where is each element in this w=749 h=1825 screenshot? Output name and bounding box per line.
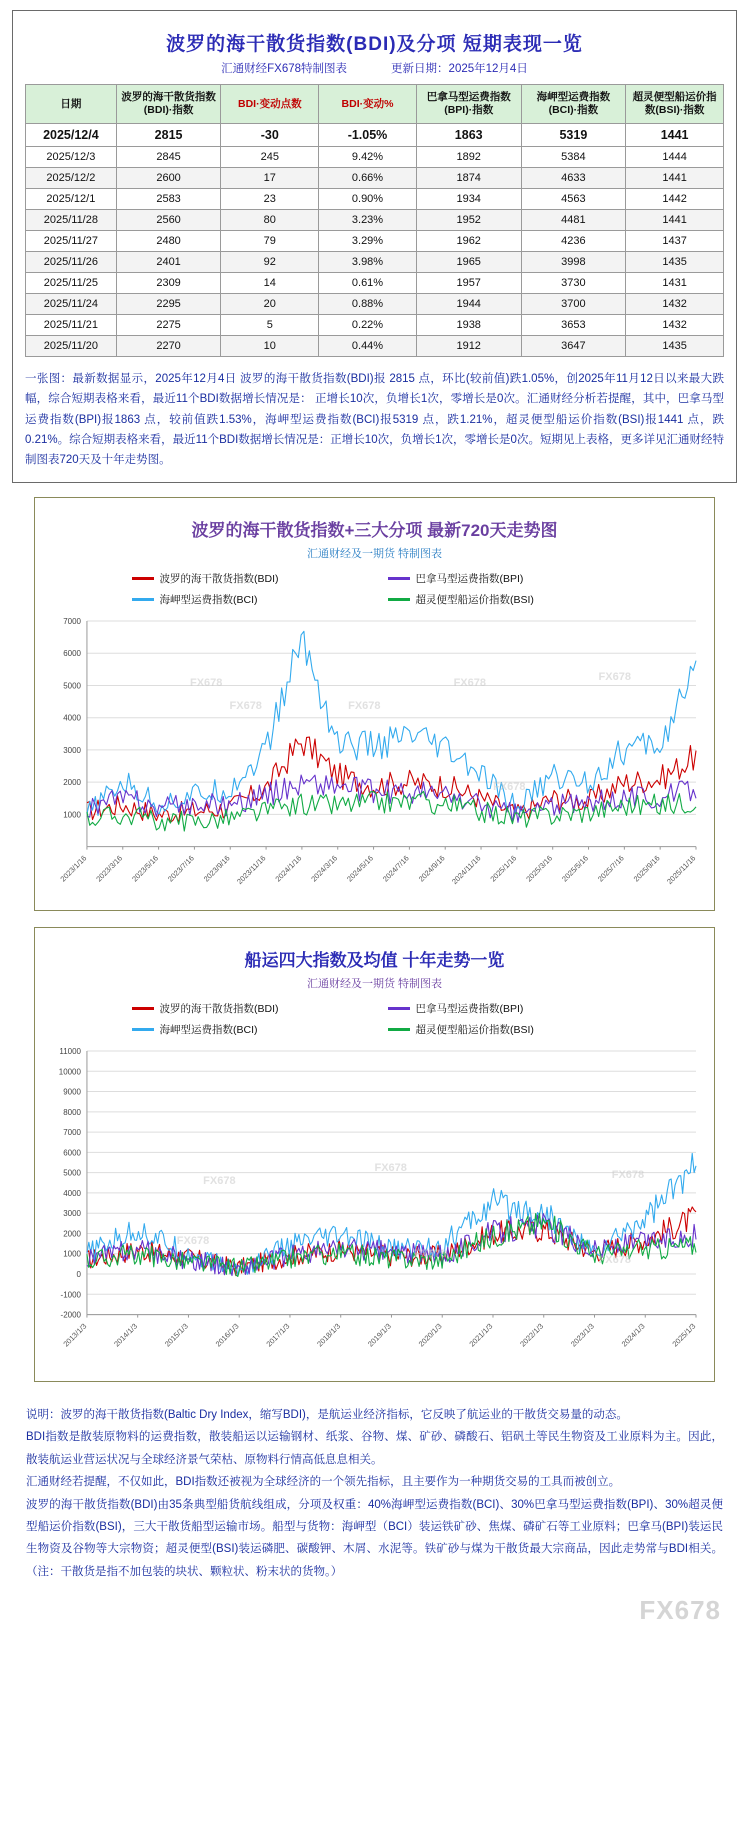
cell-bpi: 1965 <box>416 252 521 273</box>
legend-item-bsi <box>388 1022 618 1037</box>
svg-text:2014/1/3: 2014/1/3 <box>112 1322 140 1349</box>
cell-date: 2025/11/25 <box>26 273 117 294</box>
table-row <box>26 168 724 189</box>
cell-bci: 5384 <box>521 147 626 168</box>
table-row <box>26 147 724 168</box>
cell-date: 2025/11/20 <box>26 336 117 357</box>
cell-bpi: 1944 <box>416 294 521 315</box>
cell-bdi-change: 17 <box>221 168 319 189</box>
legend-item-bdi <box>132 571 362 586</box>
source-label: 汇通财经FX678特制图表 <box>221 63 348 75</box>
legend-label-bpi: 巴拿马型运费指数(BPI) <box>415 1003 524 1016</box>
cell-bpi: 1874 <box>416 168 521 189</box>
legend-item-bpi <box>388 1001 618 1016</box>
cell-bci: 3647 <box>521 336 626 357</box>
svg-text:11000: 11000 <box>59 1047 81 1057</box>
cell-bdi-change: 14 <box>221 273 319 294</box>
cell-bpi: 1938 <box>416 315 521 336</box>
watermark: FX678 <box>493 780 526 793</box>
cell-bsi: 1435 <box>626 336 724 357</box>
watermark: FX678 <box>189 676 223 689</box>
cell-bdi: 2295 <box>116 294 221 315</box>
svg-text:2024/7/16: 2024/7/16 <box>380 853 411 884</box>
svg-text:2025/1/16: 2025/1/16 <box>488 853 519 884</box>
svg-text:10000: 10000 <box>58 1067 81 1077</box>
cell-bdi: 2815 <box>116 124 221 147</box>
cell-bdi-change: -30 <box>221 124 319 147</box>
cell-date: 2025/12/1 <box>26 189 117 210</box>
cell-bsi: 1437 <box>626 231 724 252</box>
table-head <box>26 85 724 124</box>
bdi-table-card <box>12 10 737 483</box>
cell-date: 2025/11/21 <box>26 315 117 336</box>
cell-date: 2025/11/26 <box>26 252 117 273</box>
page-title: 波罗的海干散货指数(BDI)及分项 短期表现一览 <box>166 34 583 55</box>
table-row <box>26 294 724 315</box>
svg-text:2000: 2000 <box>63 778 81 788</box>
cell-bdi-pct: 0.90% <box>319 189 417 210</box>
cell-bci: 3998 <box>521 252 626 273</box>
legend-label-bpi: 巴拿马型运费指数(BPI) <box>415 572 524 585</box>
cell-bsi: 1431 <box>626 273 724 294</box>
svg-text:8000: 8000 <box>63 1108 81 1118</box>
legend-label-bsi: 超灵便型船运价指数(BSI) <box>415 1024 534 1037</box>
svg-text:5000: 5000 <box>63 681 81 691</box>
col-header-bdi-change-points: BDI·变动点数 <box>221 85 319 124</box>
svg-text:2022/1/3: 2022/1/3 <box>518 1322 546 1349</box>
chart2-svg <box>45 1043 704 1373</box>
chart1-title: 波罗的海干散货指数+三大分项 最新720天走势图 <box>191 520 558 540</box>
watermark: FX678 <box>203 1175 236 1188</box>
svg-text:2023/5/16: 2023/5/16 <box>130 853 161 884</box>
cell-bdi-change: 79 <box>221 231 319 252</box>
svg-text:5000: 5000 <box>63 1169 81 1179</box>
chart1-plot-area <box>45 613 704 903</box>
cell-bsi: 1444 <box>626 147 724 168</box>
svg-text:0: 0 <box>76 1270 81 1280</box>
col-header-bdi-label: 波罗的海干散货指数(BDI)·指数 <box>121 91 216 117</box>
svg-text:2023/1/16: 2023/1/16 <box>58 853 89 884</box>
table-row <box>26 336 724 357</box>
cell-bdi-change: 5 <box>221 315 319 336</box>
watermark: FX678 <box>176 1234 210 1247</box>
col-header-bpi: 巴拿马型运费指数(BPI)·指数 <box>416 85 521 124</box>
table-row <box>26 210 724 231</box>
svg-text:2024/1/3: 2024/1/3 <box>619 1322 647 1349</box>
cell-bdi-pct: 3.98% <box>319 252 417 273</box>
cell-bdi: 2600 <box>116 168 221 189</box>
svg-text:2019/1/3: 2019/1/3 <box>365 1322 393 1349</box>
col-header-bsi: 超灵便型船运价指数(BSI)·指数 <box>626 85 724 124</box>
legend-swatch-bdi <box>132 577 154 580</box>
cell-bdi-pct: 0.88% <box>319 294 417 315</box>
cell-bsi: 1441 <box>626 168 724 189</box>
legend-item-bpi <box>388 571 618 586</box>
watermark: FX678 <box>348 699 381 712</box>
cell-bci: 4633 <box>521 168 626 189</box>
svg-text:2018/1/3: 2018/1/3 <box>315 1322 343 1349</box>
cell-bdi: 2560 <box>116 210 221 231</box>
svg-text:2020/1/3: 2020/1/3 <box>416 1322 444 1349</box>
cell-bpi: 1962 <box>416 231 521 252</box>
cell-bci: 4481 <box>521 210 626 231</box>
col-header-bdi-change-pct: BDI·变动% <box>319 85 417 124</box>
svg-text:2025/11/16: 2025/11/16 <box>665 853 698 886</box>
cell-bdi-pct: 3.29% <box>319 231 417 252</box>
cell-bci: 3653 <box>521 315 626 336</box>
legend-label-bci: 海岬型运费指数(BCI) <box>159 593 258 606</box>
cell-bpi: 1863 <box>416 124 521 147</box>
svg-text:-1000: -1000 <box>60 1290 81 1300</box>
cell-date: 2025/11/27 <box>26 231 117 252</box>
cell-bpi: 1912 <box>416 336 521 357</box>
svg-text:2023/7/16: 2023/7/16 <box>165 853 196 884</box>
chart-card-720d <box>34 497 715 912</box>
svg-text:2025/7/16: 2025/7/16 <box>595 853 626 884</box>
legend-label-bci: 海岬型运费指数(BCI) <box>159 1024 258 1037</box>
svg-text:2024/9/16: 2024/9/16 <box>416 853 447 884</box>
table-row <box>26 231 724 252</box>
legend-swatch-bdi <box>132 1007 154 1010</box>
cell-bsi: 1442 <box>626 189 724 210</box>
cell-date: 2025/12/2 <box>26 168 117 189</box>
legend-item-bci <box>132 592 362 607</box>
chart2-subtitle: 汇通财经及一期货 特制图表 <box>306 978 443 991</box>
legend-swatch-bsi <box>388 1028 410 1031</box>
cell-bdi: 2270 <box>116 336 221 357</box>
svg-text:2024/11/16: 2024/11/16 <box>450 853 483 886</box>
svg-text:7000: 7000 <box>63 616 81 626</box>
footer-notes <box>12 1398 737 1593</box>
cell-bdi-change: 10 <box>221 336 319 357</box>
legend-swatch-bpi <box>388 577 410 580</box>
chart-card-10y <box>34 927 715 1382</box>
cell-bdi: 2583 <box>116 189 221 210</box>
svg-text:2023/3/16: 2023/3/16 <box>94 853 125 884</box>
legend-item-bsi <box>388 592 618 607</box>
note-line: 汇通财经若提醒，不仅如此，BDI指数还被视为全球经济的一个领先指标，且主要作为一种期货交易的工具而被创立。 <box>26 1476 621 1489</box>
svg-text:2025/1/3: 2025/1/3 <box>670 1322 698 1349</box>
cell-bdi-change: 80 <box>221 210 319 231</box>
svg-text:2025/5/16: 2025/5/16 <box>560 853 590 884</box>
cell-date: 2025/11/24 <box>26 294 117 315</box>
summary-text: 一张图：最新数据显示，2025年12月4日 波罗的海干散货指数(BDI)报 2815 点，环比(较前值)跌1.05%，创2025年11月12日以来最大跌幅，综合短期表格来看，最近11个BDI数据增长情况是： 正增长10次，负增长1次，零增长是0次。汇通财经分析若提醒，其中，巴拿马型运费指数(BPI)报1863 点，较前值跌1.53%，海岬型运费指数(BCI)报5319 点，跌1.21%，超灵便型船运价指数(BSI)报1441 点，跌0.21%。综合短期表格来看，最近11个BDI数据增长情况是：正增长10次，负增长1次，零增长是0次。短期见上表格，更多详见汇通财经特制图表720天及十年走势图。 <box>25 373 724 466</box>
svg-text:2016/1/3: 2016/1/3 <box>213 1322 241 1349</box>
chart1-subtitle: 汇通财经及一期货 特制图表 <box>306 547 443 560</box>
cell-bpi: 1934 <box>416 189 521 210</box>
cell-date: 2025/11/28 <box>26 210 117 231</box>
chart1-legend <box>45 567 704 613</box>
cell-bdi-pct: 3.23% <box>319 210 417 231</box>
cell-bci: 5319 <box>521 124 626 147</box>
svg-text:1000: 1000 <box>63 810 81 820</box>
cell-bpi: 1892 <box>416 147 521 168</box>
note-line: 说明：波罗的海干散货指数(Baltic Dry Index，缩写BDI)，是航运业经济指标，它反映了航运业的干散货交易量的动态。 <box>26 1408 628 1421</box>
note-line: BDI指数是散装原物料的运费指数，散装船运以运输钢材、纸浆、谷物、煤、矿砂、磷酸石、铝矾土等民生物资及工业原料为主。因此，散装航运业营运状况与全球经济景气荣枯、原物料行情高低息息相关。 <box>26 1431 723 1466</box>
note-line: 波罗的海干散货指数(BDI)由35条典型船货航线组成，分项及权重：40%海岬型运费指数(BCI)、30%巴拿马型运费指数(BPI)、30%超灵便型船运价指数(BSI)，三大干散货船型运输市场。船型与货物：海岬型（BCI）装运铁矿砂、焦煤、磷矿石等工业原料；巴拿马(BPI)装运民生物资及谷物等大宗物资；超灵便型(BSI)装运磷肥、碳酸钾、木屑、水泥等。铁矿砂与煤为干散货最大宗商品，因此走势常与BDI相关。（注：干散货是指不加包装的块状、颗粒状、粉末状的货物。） <box>26 1498 723 1578</box>
svg-text:2023/1/3: 2023/1/3 <box>568 1322 596 1349</box>
cell-bdi-pct: 0.61% <box>319 273 417 294</box>
svg-text:2021/1/3: 2021/1/3 <box>467 1322 495 1349</box>
watermark: FX678 <box>598 1254 631 1267</box>
cell-bci: 4236 <box>521 231 626 252</box>
cell-bdi-change: 20 <box>221 294 319 315</box>
watermark: FX678 <box>611 1168 645 1181</box>
cell-date: 2025/12/3 <box>26 147 117 168</box>
table-row <box>26 124 724 147</box>
svg-text:4000: 4000 <box>63 713 81 723</box>
legend-swatch-bci <box>132 1028 154 1031</box>
svg-text:-2000: -2000 <box>60 1311 81 1321</box>
svg-text:2015/1/3: 2015/1/3 <box>162 1322 190 1349</box>
chart2-legend <box>45 997 704 1043</box>
watermark: FX678 <box>374 1162 407 1175</box>
legend-label-bdi: 波罗的海干散货指数(BDI) <box>159 572 279 585</box>
cell-bdi-pct: 0.22% <box>319 315 417 336</box>
cell-bsi: 1441 <box>626 210 724 231</box>
col-header-bci: 海岬型运费指数(BCI)·指数 <box>521 85 626 124</box>
svg-text:6000: 6000 <box>63 649 81 659</box>
watermark: FX678 <box>453 676 486 689</box>
table-header-row <box>26 85 724 124</box>
chart2-plot-area <box>45 1043 704 1373</box>
svg-text:2024/1/16: 2024/1/16 <box>273 853 304 884</box>
svg-text:2000: 2000 <box>63 1229 81 1239</box>
cell-date: 2025/12/4 <box>26 124 117 147</box>
svg-text:7000: 7000 <box>63 1128 81 1138</box>
cell-bdi: 2845 <box>116 147 221 168</box>
svg-text:2025/3/16: 2025/3/16 <box>524 853 555 884</box>
cell-bci: 3700 <box>521 294 626 315</box>
legend-label-bsi: 超灵便型船运价指数(BSI) <box>415 593 534 606</box>
card-subline <box>25 60 724 84</box>
cell-bsi: 1435 <box>626 252 724 273</box>
cell-bdi-change: 245 <box>221 147 319 168</box>
svg-text:2017/1/3: 2017/1/3 <box>264 1322 292 1349</box>
legend-label-bdi: 波罗的海干散货指数(BDI) <box>159 1003 279 1016</box>
watermark: FX678 <box>414 1247 447 1260</box>
chart2-title: 船运四大指数及均值 十年走势一览 <box>244 951 505 971</box>
watermark: FX678 <box>598 670 631 683</box>
watermark: FX678 <box>229 699 262 712</box>
table-row <box>26 315 724 336</box>
legend-swatch-bsi <box>388 598 410 601</box>
svg-text:2024/3/16: 2024/3/16 <box>309 853 340 884</box>
svg-text:3000: 3000 <box>63 745 81 755</box>
cell-bci: 4563 <box>521 189 626 210</box>
cell-bdi-pct: 0.66% <box>319 168 417 189</box>
col-header-bdi <box>116 85 221 124</box>
legend-swatch-bpi <box>388 1007 410 1010</box>
cell-bpi: 1952 <box>416 210 521 231</box>
chart1-svg <box>45 613 704 903</box>
brand-watermark: FX678 <box>639 1595 721 1626</box>
table-body <box>26 124 724 357</box>
svg-text:4000: 4000 <box>63 1189 81 1199</box>
cell-bdi-pct: 9.42% <box>319 147 417 168</box>
cell-bdi: 2275 <box>116 315 221 336</box>
svg-text:9000: 9000 <box>63 1087 81 1097</box>
svg-text:3000: 3000 <box>63 1209 81 1219</box>
cell-bsi: 1441 <box>626 124 724 147</box>
cell-bci: 3730 <box>521 273 626 294</box>
cell-bsi: 1432 <box>626 294 724 315</box>
cell-bdi-pct: -1.05% <box>319 124 417 147</box>
svg-text:1000: 1000 <box>63 1250 81 1260</box>
table-row <box>26 189 724 210</box>
cell-bpi: 1957 <box>416 273 521 294</box>
svg-text:2023/11/16: 2023/11/16 <box>235 853 268 886</box>
legend-swatch-bci <box>132 598 154 601</box>
cell-bdi: 2480 <box>116 231 221 252</box>
cell-bdi-change: 23 <box>221 189 319 210</box>
cell-bsi: 1432 <box>626 315 724 336</box>
bdi-data-table <box>25 84 724 357</box>
legend-item-bdi <box>132 1001 362 1016</box>
cell-bdi: 2309 <box>116 273 221 294</box>
cell-bdi-change: 92 <box>221 252 319 273</box>
update-date-label: 更新日期：2025年12月4日 <box>391 63 528 75</box>
col-header-date: 日期 <box>26 85 117 124</box>
svg-text:6000: 6000 <box>63 1148 81 1158</box>
svg-text:2013/1/3: 2013/1/3 <box>61 1322 89 1349</box>
cell-bdi-pct: 0.44% <box>319 336 417 357</box>
svg-text:2023/9/16: 2023/9/16 <box>201 853 232 884</box>
svg-text:2025/9/16: 2025/9/16 <box>631 853 662 884</box>
table-row <box>26 273 724 294</box>
table-row <box>26 252 724 273</box>
legend-item-bci <box>132 1022 362 1037</box>
svg-text:2024/5/16: 2024/5/16 <box>345 853 375 884</box>
cell-bdi: 2401 <box>116 252 221 273</box>
